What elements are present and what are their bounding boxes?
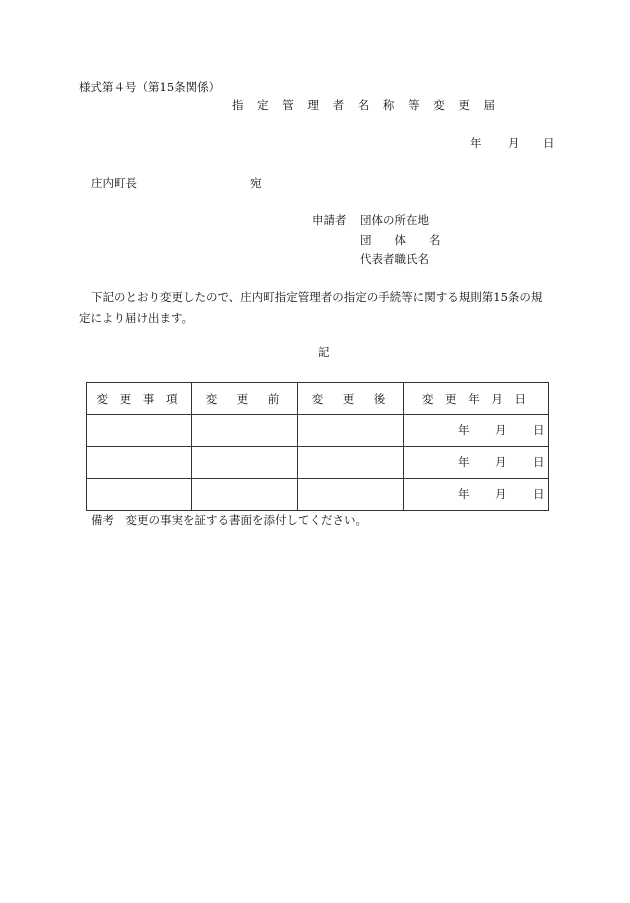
record-heading: 記 — [318, 345, 330, 359]
cell-date-month: 月 — [495, 455, 507, 469]
table-header-row — [87, 383, 549, 415]
cell-change-date[interactable] — [404, 447, 549, 479]
cell-change-item[interactable] — [87, 479, 192, 511]
date-day: 日 — [543, 136, 555, 150]
cell-date-year: 年 — [458, 487, 470, 501]
changes-table — [86, 382, 549, 511]
form-number: 様式第４号（第15条関係） — [79, 80, 221, 94]
cell-change-item[interactable] — [87, 415, 192, 447]
cell-before[interactable] — [192, 415, 298, 447]
cell-date-year: 年 — [458, 423, 470, 437]
cell-change-date[interactable] — [404, 415, 549, 447]
cell-before[interactable] — [192, 479, 298, 511]
cell-date-year: 年 — [458, 455, 470, 469]
cell-after[interactable] — [298, 447, 404, 479]
applicant-representative-field: 代表者職氏名 — [360, 252, 429, 266]
cell-change-item[interactable] — [87, 447, 192, 479]
addressee-name: 庄内町長 — [91, 176, 137, 190]
cell-after[interactable] — [298, 415, 404, 447]
table-row — [87, 479, 549, 511]
cell-after[interactable] — [298, 479, 404, 511]
cell-date-month: 月 — [495, 423, 507, 437]
header-change-date: 変 更 年 月 日 — [404, 383, 549, 415]
date-month: 月 — [508, 136, 520, 150]
header-after: 変 更 後 — [298, 383, 404, 415]
cell-date-month: 月 — [495, 487, 507, 501]
applicant-address-field: 団体の所在地 — [360, 213, 429, 227]
applicant-label: 申請者 — [312, 213, 347, 227]
date-year: 年 — [470, 136, 482, 150]
header-before: 変 更 前 — [192, 383, 298, 415]
body-text-line-2: 定により届け出ます。 — [79, 311, 194, 325]
table-row — [87, 447, 549, 479]
body-text-line-1: 下記のとおり変更したので、庄内町指定管理者の指定の手続等に関する規則第15条の規 — [91, 290, 543, 304]
cell-before[interactable] — [192, 447, 298, 479]
header-change-item: 変 更 事 項 — [87, 383, 192, 415]
cell-change-date[interactable] — [404, 479, 549, 511]
addressee-honorific: 宛 — [250, 176, 262, 190]
cell-date-day: 日 — [533, 455, 545, 469]
cell-date-day: 日 — [533, 423, 545, 437]
remarks: 備考 変更の事実を証する書面を添付してください。 — [91, 513, 367, 527]
table-row — [87, 415, 549, 447]
document-title: 指 定 管 理 者 名 称 等 変 更 届 — [232, 98, 501, 112]
cell-date-day: 日 — [533, 487, 545, 501]
applicant-org-name-field: 団 体 名 — [360, 233, 441, 247]
